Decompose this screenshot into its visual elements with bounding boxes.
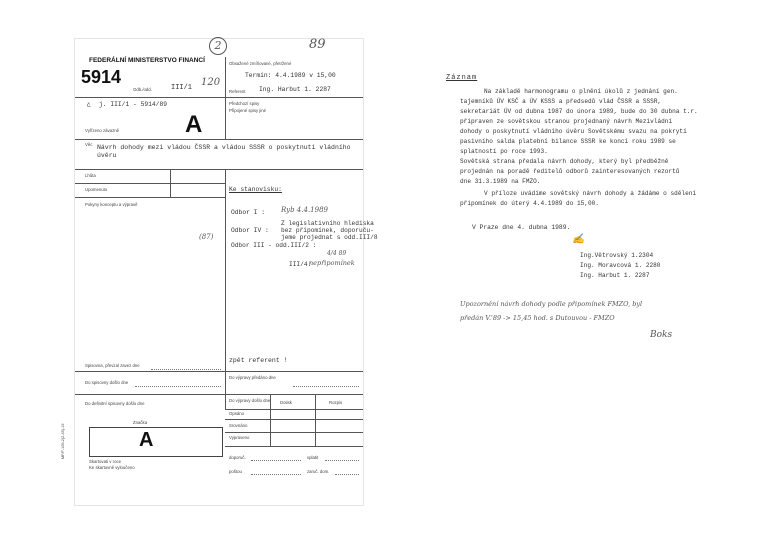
skartovati-2-label: Ke skartovně vyloučeno — [89, 465, 135, 470]
handwritten-number-89: 89 — [309, 37, 326, 52]
vypravu-label: Do výpravy předáno dne — [229, 375, 276, 380]
handwritten-stamp-a: A — [185, 111, 203, 138]
referent-label: Referent — [229, 89, 246, 94]
vypravne-label: Do výpravy došlo dne — [229, 398, 271, 403]
referent-value: Ing. Harbut 1. 2287 — [259, 86, 331, 93]
odbor-1-handwritten: Ryb 4.4.1989 — [281, 206, 328, 214]
vec-label: Věc — [85, 142, 93, 147]
upomenuto-label: Upomenuto — [85, 187, 108, 192]
signer-2: Ing. Moravcová 1. 2280 — [580, 262, 661, 269]
handwritten-note-line1: Upozornění návrh dohody podle připomínek FMZO, byl — [460, 300, 643, 308]
srovnano-label: Srovnáno — [229, 423, 248, 428]
znacka-label: Značka — [133, 420, 148, 425]
skartovati-label: Skartovati v roce — [89, 459, 122, 464]
doplnit-label: Obsažené zmíňované, přetržené — [229, 61, 292, 66]
side-print-code: MF/F-105-2(2-45)-19 — [61, 423, 65, 459]
odbor-4-text-3: jeme projednat s odd.III/8 — [281, 234, 378, 241]
znacka-a: A — [139, 429, 154, 451]
body-line: tajemníků ÚV KSČ a ÚV KSSS a předsedů vlád ČSSR a SSSR, — [460, 98, 662, 105]
odbor-value: III/1 — [171, 84, 193, 92]
odbor-3-handwritten: 4/4 89 — [327, 250, 347, 257]
body-line: Sovětská strana předala návrh dohody, který byl předběžně — [460, 158, 669, 165]
sub-3-4: III/4: — [289, 261, 312, 268]
odbor-1: Odbor I : — [231, 209, 266, 216]
doporuc-label: doporuč. — [229, 455, 246, 460]
odbor-4-text-1: Z legislativního hlediska — [281, 220, 374, 227]
handwritten-120: 120 — [201, 77, 221, 88]
sub-3-4-handwritten: nepřipomínek — [309, 259, 355, 267]
handwritten-note-line2: předán V.'89 -> 15,45 hod. s Dutouvou - FMZO — [460, 314, 615, 322]
ke-stanovisku: Ke stanovisku: — [229, 186, 282, 193]
body-line: připomínek do úterý 4.4.1989 do 15,00. — [460, 200, 599, 207]
vplatit-label: vplatit — [307, 455, 319, 460]
postou-label: poštou — [229, 469, 242, 474]
body-line: Na základě harmonogramu o plnění úkolů z jednání gen. — [484, 88, 678, 95]
date-line: V Praze dne 4. dubna 1989. — [472, 224, 571, 231]
zaruc-label: zaruč. dom. — [307, 469, 330, 474]
handwritten-circle-number: 2 — [209, 37, 227, 55]
ministry-name: FEDERÁLNÍ MINISTERSTVO FINANCÍ — [89, 57, 205, 64]
ref-no-value: j. III/1 - 5914/89 — [99, 101, 168, 108]
vyrizeno-label: Vyřízeno závazně — [85, 128, 119, 133]
znacka-box — [89, 427, 223, 457]
handwritten-file-number: 5914 — [81, 67, 122, 87]
lhuta-label: Lhůta — [85, 173, 96, 178]
termin: Termín: 4.4.1989 v 15,00 — [245, 72, 336, 79]
predchozi-label: Předchozí spisy — [229, 101, 260, 106]
body-line: sekretariát ÚV od dubna 1987 do února 1989, bude do 30 dubna t.r. — [460, 108, 698, 115]
pokyny-label: Pokyny konceptu a výpravě — [85, 202, 138, 207]
odbor-4-text-2: bez připomínek, doporuču- — [281, 227, 374, 234]
odbor-3: Odbor III - odd.III/2 : — [231, 242, 317, 249]
vec-text-line1: Návrh dohody mezi vládou ČSSR a vládou SSSR o poskytnutí vládního — [97, 144, 351, 151]
pripojene-label: Připojené spisy jiné — [229, 108, 267, 113]
signer-1: Ing.Větrovský 1.2304 — [580, 252, 654, 259]
handwritten-initials: ✍ — [572, 234, 585, 245]
rozpis-label: Rozpis — [329, 400, 343, 405]
body-line: připraven ze sovětskou stranou projednaný návrh Mezivládní — [460, 118, 673, 125]
vypraveno-label: Vypraveno — [229, 435, 250, 440]
handwritten-signature: Boks — [650, 330, 673, 340]
left-form-page — [61, 37, 378, 506]
record-title: Záznam — [446, 74, 478, 82]
body-line: projednán na poradě ředitelů odborů zainteresovaných rezortů — [460, 168, 680, 175]
zpet-referent: zpět referent ! — [229, 357, 288, 364]
spisovna-label: Spisovna, převzal zavez dne — [85, 363, 140, 368]
body-line: V příloze uvádíme sovětský návrh dohody a žádáme o sdělení — [484, 190, 697, 197]
body-line: pasivního salda platební bilance SSSR ke konci roku 1989 se — [460, 138, 676, 145]
dotisk-label: Dotisk — [280, 400, 292, 405]
signer-3: Ing. Harbut 1. 2287 — [580, 272, 650, 279]
odbor-label: Odb./odd. — [133, 87, 152, 92]
body-line: splatností po roce 1993. — [460, 148, 548, 155]
body-line: dne 31.3.1989 na FMZO. — [460, 178, 541, 185]
handwritten-87: (87) — [199, 233, 214, 241]
body-line: dohody o poskytnutí vládního úvěru Sovětskému svazu na pokrytí — [460, 128, 687, 135]
definitni-label: Do definitní spisovny došlo dne — [85, 401, 145, 406]
right-record-page — [404, 38, 704, 504]
odbor-4: Odbor IV : — [231, 227, 269, 234]
ref-no-label: č. — [87, 103, 92, 109]
vec-text-line2: úvěru — [97, 152, 117, 159]
opsano-label: Opsáno — [229, 411, 245, 416]
spisovny-label: Do spisovny došlo dne — [85, 380, 129, 385]
